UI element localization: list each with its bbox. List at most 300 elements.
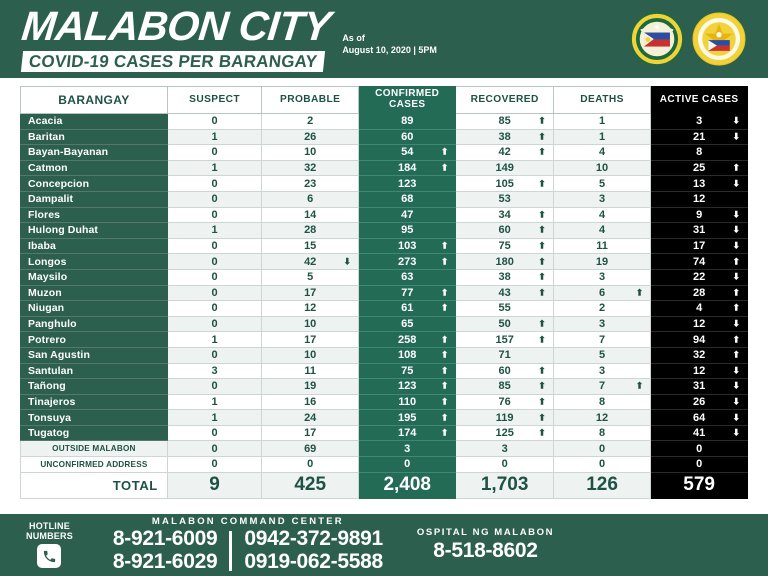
mobile-1[interactable]: 0942-372-9891	[244, 527, 383, 551]
cell-deaths-value: 4	[598, 146, 606, 159]
cell-recovered-value: 157	[495, 333, 514, 346]
cell-confirmed-wrap	[359, 349, 455, 361]
cell-recovered	[456, 301, 553, 317]
cell-suspect-value: 0	[211, 115, 218, 128]
cell-active-wrap	[651, 162, 747, 174]
cell-recovered	[456, 363, 553, 379]
cell-probable	[262, 129, 359, 145]
table-row	[21, 332, 748, 348]
cell-deaths	[553, 114, 650, 130]
cell-probable-value: 0	[307, 458, 314, 471]
cell-probable	[262, 347, 359, 363]
cell-suspect-value: 1	[211, 130, 218, 143]
cell-confirmed	[359, 160, 456, 176]
table-row	[21, 285, 748, 301]
cell-recovered-wrap	[456, 209, 552, 221]
cell-deaths-value: 7	[598, 380, 606, 393]
trend-down-icon: ⬇	[732, 209, 740, 220]
trend-up-icon: ⬆	[538, 240, 546, 251]
cell-suspect-wrap	[168, 256, 262, 268]
cell-deaths-wrap	[554, 412, 650, 424]
cell-suspect	[167, 394, 262, 410]
trend-up-icon: ⬆	[440, 287, 449, 298]
cell-confirmed-wrap	[359, 318, 455, 330]
trend-down-icon: ⬇	[732, 271, 740, 282]
cell-recovered-value: 60	[498, 224, 511, 237]
cell-barangay: Potrero	[21, 332, 168, 348]
cell-active-wrap	[651, 271, 747, 283]
hotline-label	[26, 522, 73, 542]
cell-suspect-wrap	[168, 178, 262, 190]
table-row	[21, 114, 748, 130]
cell-confirmed-value: 47	[401, 208, 414, 221]
table-row	[21, 207, 748, 223]
cell-barangay: Tonsuya	[21, 410, 168, 426]
trend-up-icon: ⬆	[635, 287, 644, 298]
cell-recovered	[456, 114, 553, 130]
cell-recovered-value: 43	[498, 286, 511, 299]
cell-deaths-wrap	[554, 365, 650, 377]
cell-confirmed-value: 63	[401, 271, 414, 284]
cell-probable	[262, 238, 359, 254]
cell-suspect-value: 0	[211, 349, 218, 362]
cell-active	[651, 176, 748, 192]
cell-suspect	[167, 332, 262, 348]
cell-total-active: 579	[651, 472, 748, 498]
cell-barangay: Catmon	[21, 160, 168, 176]
column-header-deaths: DEATHS	[553, 87, 650, 114]
cell-suspect-wrap	[168, 271, 262, 283]
cell-confirmed	[359, 363, 456, 379]
cell-confirmed-wrap	[359, 193, 455, 205]
cell-deaths-wrap	[554, 162, 650, 174]
cell-confirmed-wrap	[359, 131, 455, 143]
cell-deaths-value: 2	[598, 302, 606, 315]
cell-suspect	[167, 410, 262, 426]
cell-deaths	[553, 457, 650, 473]
cell-deaths-wrap	[554, 334, 650, 346]
cell-active-wrap	[651, 178, 747, 190]
cell-active-wrap	[651, 412, 747, 424]
trend-down-icon: ⬇	[732, 396, 740, 407]
cell-active	[651, 441, 748, 457]
cell-suspect-wrap	[168, 115, 262, 127]
hotline-block	[26, 522, 73, 569]
cell-recovered-value: 38	[498, 130, 511, 143]
cell-probable-value: 17	[304, 427, 317, 440]
cell-active-value: 17	[693, 240, 706, 253]
trend-down-icon: ⬇	[732, 131, 740, 142]
table-row	[21, 410, 748, 426]
trend-up-icon: ⬆	[538, 224, 546, 235]
cell-recovered-wrap	[456, 146, 552, 158]
cell-deaths-value: 8	[598, 427, 606, 440]
trend-up-icon: ⬆	[440, 349, 449, 360]
cell-confirmed-wrap	[359, 365, 455, 377]
cell-active-value: 0	[696, 442, 703, 455]
cell-active	[651, 114, 748, 130]
cell-confirmed-value: 60	[401, 130, 414, 143]
cell-recovered-value: 42	[498, 146, 511, 159]
cell-recovered	[456, 160, 553, 176]
cell-confirmed-value: 77	[401, 286, 414, 299]
trend-up-icon: ⬆	[538, 178, 546, 189]
cell-suspect-value: 0	[211, 240, 218, 253]
landline-2[interactable]: 8-921-6029	[112, 550, 218, 573]
trend-up-icon: ⬆	[440, 162, 449, 173]
cell-active-value: 32	[693, 349, 706, 362]
cell-active	[651, 129, 748, 145]
cell-probable	[262, 394, 359, 410]
cell-suspect	[167, 285, 262, 301]
cell-active	[651, 363, 748, 379]
cell-suspect-wrap	[168, 287, 262, 299]
cell-barangay: Ibaba	[21, 238, 168, 254]
ospital-block	[417, 527, 554, 563]
cell-suspect-wrap	[168, 318, 262, 330]
cell-recovered	[456, 238, 553, 254]
cell-active-value: 22	[693, 271, 706, 284]
landline-1[interactable]: 8-921-6009	[112, 527, 218, 551]
table-row	[21, 254, 748, 270]
cell-probable-value: 32	[304, 162, 317, 175]
trend-up-icon: ⬆	[538, 365, 546, 376]
cell-deaths	[553, 254, 650, 270]
trend-up-icon: ⬆	[538, 318, 546, 329]
cell-deaths-wrap	[554, 287, 650, 299]
cell-probable-value: 28	[304, 224, 317, 237]
cell-recovered-wrap	[456, 287, 552, 299]
page-title: MALABON CITY	[19, 3, 333, 50]
column-header-barangay: BARANGAY	[21, 87, 168, 114]
trend-up-icon: ⬆	[538, 146, 546, 157]
cell-probable-value: 2	[307, 115, 314, 128]
cell-active-value: 4	[696, 302, 703, 315]
cell-probable	[262, 160, 359, 176]
cell-deaths-wrap	[554, 458, 650, 470]
cell-recovered-value: 34	[498, 208, 511, 221]
trend-up-icon: ⬆	[440, 365, 449, 376]
number-divider	[229, 531, 232, 571]
cell-suspect	[167, 145, 262, 161]
cell-suspect	[167, 238, 262, 254]
cell-active-value: 21	[693, 130, 706, 143]
cell-active-value: 25	[693, 162, 706, 175]
cell-deaths-value: 0	[598, 442, 606, 455]
cell-probable-wrap	[262, 115, 358, 127]
cell-deaths-value: 10	[595, 162, 609, 175]
cell-deaths	[553, 238, 650, 254]
trend-up-icon: ⬆	[732, 162, 740, 173]
cell-deaths-value: 12	[595, 411, 609, 424]
phone-icon	[37, 544, 61, 568]
page-subtitle: COVID-19 CASES PER BARANGAY	[27, 51, 319, 71]
cell-recovered	[456, 332, 553, 348]
cell-probable	[262, 316, 359, 332]
table-row	[21, 347, 748, 363]
cell-suspect-wrap	[168, 209, 262, 221]
cell-active	[651, 191, 748, 207]
table-row	[21, 129, 748, 145]
ospital-number[interactable]: 8-518-8602	[433, 539, 538, 563]
cell-recovered-value: 50	[498, 318, 511, 331]
cell-suspect	[167, 223, 262, 239]
cell-deaths-value: 4	[598, 224, 606, 237]
cell-suspect	[167, 363, 262, 379]
table-head	[21, 87, 748, 114]
cell-probable-wrap	[262, 162, 358, 174]
cell-confirmed-wrap	[359, 287, 455, 299]
doh-philippines-seal-icon	[630, 12, 684, 66]
cell-recovered-wrap	[456, 365, 552, 377]
cell-deaths-wrap	[554, 209, 650, 221]
cell-deaths-wrap	[554, 271, 650, 283]
cell-probable-value: 69	[304, 442, 317, 455]
cell-deaths	[553, 160, 650, 176]
cell-active-wrap	[651, 318, 747, 330]
mobile-2[interactable]: 0919-062-5588	[244, 550, 383, 573]
cell-probable	[262, 410, 359, 426]
cell-suspect-wrap	[168, 412, 262, 424]
cell-suspect-wrap	[168, 427, 262, 439]
cell-deaths-wrap	[554, 146, 650, 158]
cell-suspect	[167, 347, 262, 363]
cell-confirmed-value: 195	[398, 411, 417, 424]
cell-deaths-wrap	[554, 240, 650, 252]
cell-deaths	[553, 379, 650, 395]
cell-barangay: Panghulo	[21, 316, 168, 332]
cell-confirmed-value: 110	[398, 395, 417, 408]
cell-confirmed	[359, 457, 456, 473]
cell-confirmed	[359, 316, 456, 332]
trend-up-icon: ⬆	[538, 271, 546, 282]
cell-active-value: 31	[693, 224, 706, 237]
cell-probable-value: 15	[304, 240, 317, 253]
cell-recovered	[456, 285, 553, 301]
cell-suspect-wrap	[168, 458, 262, 470]
cell-barangay: Bayan-Bayanan	[21, 145, 168, 161]
cell-active-value: 8	[696, 146, 703, 159]
cell-active-value: 12	[693, 364, 706, 377]
cell-active	[651, 347, 748, 363]
cell-confirmed-value: 0	[404, 458, 411, 471]
cell-confirmed	[359, 332, 456, 348]
cell-deaths-wrap	[554, 224, 650, 236]
cell-probable	[262, 254, 359, 270]
cell-confirmed	[359, 191, 456, 207]
trend-up-icon: ⬆	[732, 287, 740, 298]
cell-suspect-value: 0	[211, 302, 218, 315]
cell-recovered-wrap	[456, 302, 552, 314]
cell-recovered-wrap	[456, 334, 552, 346]
cell-confirmed-value: 75	[401, 364, 414, 377]
cell-recovered-value: 85	[498, 115, 511, 128]
cell-probable-value: 17	[304, 286, 317, 299]
table-row	[21, 394, 748, 410]
cell-deaths-value: 4	[598, 208, 606, 221]
cell-deaths	[553, 145, 650, 161]
cell-active-wrap	[651, 193, 747, 205]
cell-confirmed	[359, 114, 456, 130]
cell-suspect-value: 0	[211, 255, 218, 268]
cell-confirmed-value: 89	[401, 115, 414, 128]
cell-recovered-wrap	[456, 271, 552, 283]
city-of-malabon-seal-icon	[692, 12, 746, 66]
cell-probable-wrap	[262, 380, 358, 392]
column-header-probable: PROBABLE	[262, 87, 359, 114]
cell-deaths	[553, 301, 650, 317]
table-row	[21, 191, 748, 207]
cell-recovered-value: 38	[498, 271, 511, 284]
cell-barangay: Concepcion	[21, 176, 168, 192]
cell-active	[651, 254, 748, 270]
cell-active-wrap	[651, 240, 747, 252]
cell-total-recovered: 1,703	[456, 472, 553, 498]
cell-suspect-wrap	[168, 240, 262, 252]
cell-recovered-wrap	[456, 131, 552, 143]
cell-confirmed	[359, 441, 456, 457]
cell-confirmed-value: 184	[398, 162, 417, 175]
column-header-active: ACTIVE CASES	[651, 87, 748, 114]
cell-suspect	[167, 176, 262, 192]
cell-deaths-value: 3	[598, 364, 606, 377]
cell-recovered	[456, 379, 553, 395]
cell-deaths-wrap	[554, 443, 650, 455]
cell-active	[651, 425, 748, 441]
table-row	[21, 441, 748, 457]
cell-active-wrap	[651, 443, 747, 455]
trend-up-icon: ⬆	[440, 240, 449, 251]
cell-confirmed	[359, 129, 456, 145]
cell-probable	[262, 363, 359, 379]
cell-total-label: TOTAL	[21, 472, 168, 498]
cell-suspect	[167, 114, 262, 130]
trend-down-icon: ⬇	[732, 412, 740, 423]
cell-recovered	[456, 145, 553, 161]
cell-deaths-value: 1	[598, 130, 606, 143]
cell-barangay: Muzon	[21, 285, 168, 301]
cell-suspect-wrap	[168, 334, 262, 346]
cell-suspect-value: 3	[211, 364, 218, 377]
cell-active-wrap	[651, 334, 747, 346]
cell-recovered-value: 3	[501, 442, 508, 455]
cell-active	[651, 410, 748, 426]
trend-up-icon: ⬆	[440, 302, 449, 313]
cell-deaths-value: 3	[598, 193, 606, 206]
cell-barangay: Hulong Duhat	[21, 223, 168, 239]
cell-deaths-wrap	[554, 396, 650, 408]
seal-group	[630, 12, 754, 66]
cell-deaths-wrap	[554, 193, 650, 205]
table-body	[21, 114, 748, 499]
cell-active	[651, 394, 748, 410]
cell-recovered-wrap	[456, 162, 552, 174]
cell-recovered	[456, 129, 553, 145]
cell-recovered-value: 0	[501, 458, 508, 471]
cell-suspect	[167, 379, 262, 395]
cell-recovered-wrap	[456, 256, 552, 268]
cell-recovered	[456, 254, 553, 270]
trend-down-icon: ⬇	[732, 427, 740, 438]
cell-active	[651, 223, 748, 239]
cell-barangay: Tañong	[21, 379, 168, 395]
cell-deaths	[553, 129, 650, 145]
cell-recovered-value: 125	[495, 427, 514, 440]
cell-recovered-wrap	[456, 349, 552, 361]
cell-probable-value: 24	[304, 411, 317, 424]
cell-deaths-wrap	[554, 349, 650, 361]
cell-probable-wrap	[262, 256, 358, 268]
table-row	[21, 425, 748, 441]
page-subtitle-box	[21, 51, 325, 72]
cell-active-wrap	[651, 380, 747, 392]
cell-confirmed-wrap	[359, 146, 455, 158]
table-container	[0, 78, 768, 514]
cell-deaths-value: 3	[598, 271, 606, 284]
cell-probable-value: 5	[307, 271, 314, 284]
cell-recovered	[456, 394, 553, 410]
table-row	[21, 238, 748, 254]
cell-active-value: 28	[693, 286, 706, 299]
cell-confirmed	[359, 145, 456, 161]
cell-recovered-wrap	[456, 115, 552, 127]
cell-active-value: 13	[693, 177, 706, 190]
cell-confirmed-wrap	[359, 162, 455, 174]
command-center-label: MALABON COMMAND CENTER	[151, 516, 344, 528]
trend-down-icon: ⬇	[732, 224, 740, 235]
cell-suspect	[167, 457, 262, 473]
cell-barangay: Tinajeros	[21, 394, 168, 410]
cell-confirmed-wrap	[359, 224, 455, 236]
column-header-suspect: SUSPECT	[167, 87, 262, 114]
cell-suspect	[167, 269, 262, 285]
cell-recovered-value: 180	[495, 255, 514, 268]
cell-suspect	[167, 160, 262, 176]
table-row	[21, 301, 748, 317]
cell-confirmed-value: 95	[401, 224, 414, 237]
cell-confirmed-wrap	[359, 334, 455, 346]
cell-total-confirmed: 2,408	[359, 472, 456, 498]
cell-active-value: 12	[693, 193, 706, 206]
cell-probable-value: 19	[304, 380, 317, 393]
cell-confirmed	[359, 254, 456, 270]
cell-recovered-value: 76	[498, 395, 511, 408]
cell-recovered-value: 53	[498, 193, 511, 206]
cell-suspect	[167, 191, 262, 207]
cell-barangay: Longos	[21, 254, 168, 270]
cell-suspect-wrap	[168, 302, 262, 314]
cell-probable-value: 11	[304, 364, 316, 377]
cell-suspect-wrap	[168, 349, 262, 361]
cell-probable-value: 26	[304, 130, 317, 143]
command-center-mobiles	[244, 528, 383, 573]
cell-active-value: 94	[693, 333, 706, 346]
trend-up-icon: ⬆	[538, 396, 546, 407]
trend-down-icon: ⬇	[732, 178, 740, 189]
cell-confirmed-value: 123	[398, 177, 417, 190]
cell-deaths-wrap	[554, 115, 650, 127]
cell-suspect	[167, 425, 262, 441]
trend-up-icon: ⬆	[732, 349, 740, 360]
cell-deaths	[553, 363, 650, 379]
cell-probable	[262, 145, 359, 161]
hotline-label-line1: HOTLINE	[29, 520, 70, 531]
cell-confirmed	[359, 301, 456, 317]
cell-recovered	[456, 176, 553, 192]
trend-up-icon: ⬆	[732, 302, 740, 313]
cell-deaths	[553, 425, 650, 441]
cell-barangay: Niugan	[21, 301, 168, 317]
